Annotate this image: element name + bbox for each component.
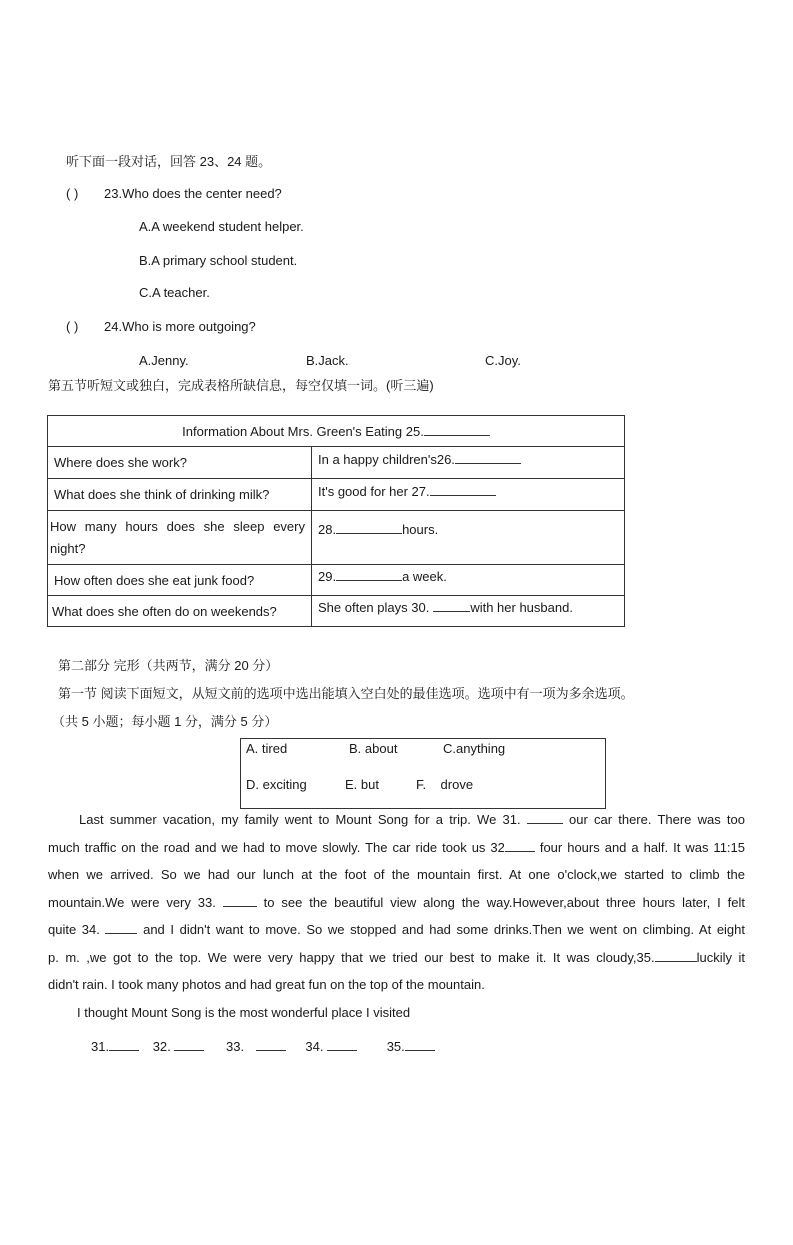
table-row (48, 565, 625, 596)
passage-line (48, 889, 745, 917)
answer-blank-32[interactable] (174, 1038, 204, 1051)
table-title (48, 416, 625, 447)
table-question (48, 511, 312, 565)
option-23b: B.A primary school student. (139, 253, 298, 268)
option-23a: A.A weekend student helper. (139, 219, 304, 234)
section1-instruction: 第一节 阅读下面短文，从短文前的选项中选出能填入空白处的最佳选项。选项中有一项为多余选项。 (58, 686, 634, 701)
answer-suffix: with her husband. (470, 600, 573, 615)
answer-blank-31[interactable] (109, 1038, 139, 1051)
answer-label: 35. (386, 1039, 405, 1054)
cloze-passage (48, 806, 745, 999)
question-stem: 23.Who does the center need? (104, 186, 282, 201)
passage-text: to see the beautiful view along the way.However,about three hours later, I felt (256, 894, 745, 910)
answer-label: 32. (152, 1039, 171, 1054)
passage-line (48, 834, 745, 862)
table-title-row (48, 416, 625, 447)
answer-label: 31. (91, 1039, 110, 1054)
option-a: A. tired (246, 741, 288, 756)
passage-text: four hours and a half. It was 11:15 (534, 839, 745, 855)
blank-27[interactable] (430, 483, 496, 496)
options-box (240, 738, 606, 809)
table-title-text: Information About Mrs. Green's Eating 25. (182, 424, 424, 439)
table-answer (312, 565, 625, 596)
answer-text: In a happy children's26. (318, 452, 455, 467)
option-e: E. but (345, 777, 379, 792)
answer-label: 34. (305, 1039, 324, 1054)
passage-line: when we arrived. So we had our lunch at the foot of the mountain first. At one o'clock,we started to climb the (48, 867, 745, 882)
answer-suffix: a week. (402, 569, 447, 584)
passage-text: Last summer vacation, my family went to Mount Song for a trip. We 31. (79, 812, 521, 827)
table-question: Where does she work? (48, 447, 312, 479)
answer-paren[interactable]: ( ) (66, 186, 79, 201)
answer-paren[interactable]: ( ) (66, 319, 79, 334)
answer-text: She often plays 30. (318, 600, 430, 615)
table-question: How often does she eat junk food? (48, 565, 312, 596)
answer-text: 28. (318, 522, 337, 537)
answer-line (91, 1038, 435, 1054)
table-row (48, 479, 625, 511)
answer-text: 29. (318, 569, 337, 584)
section5-instruction: 第五节听短文或独白，完成表格所缺信息，每空仅填一词。(听三遍) (48, 378, 434, 393)
last-sentence: I thought Mount Song is the most wonderful place I visited (77, 1005, 411, 1020)
passage-text: and I didn't want to move. So we stopped and had some drinks.Then we went on climbing. At eight (137, 922, 746, 937)
passage-text: luckily it (696, 949, 745, 965)
blank-28[interactable] (336, 521, 402, 534)
passage-line (48, 944, 745, 972)
passage-text: quite 34. (48, 922, 100, 937)
option-23c: C.A teacher. (139, 285, 210, 300)
question-23 (66, 186, 282, 201)
info-table (47, 415, 625, 627)
blank-26[interactable] (455, 451, 521, 464)
option-24a: A.Jenny. (139, 353, 189, 368)
passage-line (48, 806, 745, 834)
answer-blank-34[interactable] (327, 1038, 357, 1051)
blank-35[interactable] (655, 949, 697, 962)
blank-30[interactable] (433, 599, 470, 612)
passage-text: mountain.We were very 33. (48, 894, 216, 910)
question-text: How many hours does she sleep every night? (50, 518, 305, 556)
option-24c: C.Joy. (485, 353, 521, 368)
blank-29[interactable] (336, 568, 402, 581)
table-question: What does she often do on weekends? (48, 596, 312, 627)
table-row (48, 596, 625, 627)
blank-25[interactable] (424, 423, 490, 436)
blank-33[interactable] (223, 894, 257, 907)
answer-suffix: hours. (402, 522, 439, 537)
table-answer (312, 596, 625, 627)
table-answer (312, 447, 625, 479)
option-b: B. about (349, 741, 398, 756)
answer-blank-33[interactable] (256, 1038, 286, 1051)
passage-line: didn't rain. I took many photos and had great fun on the top of the mountain. (48, 977, 485, 992)
passage-text: our car there. There was too (562, 812, 745, 827)
table-answer (312, 479, 625, 511)
option-d: D. exciting (246, 777, 307, 792)
answer-text: It's good for her 27. (318, 484, 430, 499)
question-stem: 24.Who is more outgoing? (104, 319, 256, 334)
option-f: F. drove (416, 777, 474, 792)
passage-text: p. m. ,we got to the top. We were very happy that we tried our best to make it. It was cloudy,35. (48, 949, 655, 965)
blank-32[interactable] (505, 839, 535, 852)
passage-line (48, 916, 745, 944)
blank-34[interactable] (105, 921, 137, 934)
question-24 (66, 319, 256, 334)
answer-blank-35[interactable] (405, 1038, 435, 1051)
table-question: What does she think of drinking milk? (48, 479, 312, 511)
table-row (48, 447, 625, 479)
table-row (48, 511, 625, 565)
option-24b: B.Jack. (306, 353, 349, 368)
option-c: C.anything (443, 741, 506, 756)
listening-intro: 听下面一段对话，回答 23、24 题。 (66, 154, 272, 169)
blank-31[interactable] (527, 811, 563, 824)
passage-text: much traffic on the road and we had to move slowly. The car ride took us 32 (48, 839, 505, 855)
part-title: 第二部分 完形（共两节，满分 20 分） (58, 658, 279, 673)
table-answer (312, 511, 625, 565)
section1-note: （共 5 小题；每小题 1 分，满分 5 分） (52, 714, 278, 729)
answer-label: 33. (226, 1039, 245, 1054)
